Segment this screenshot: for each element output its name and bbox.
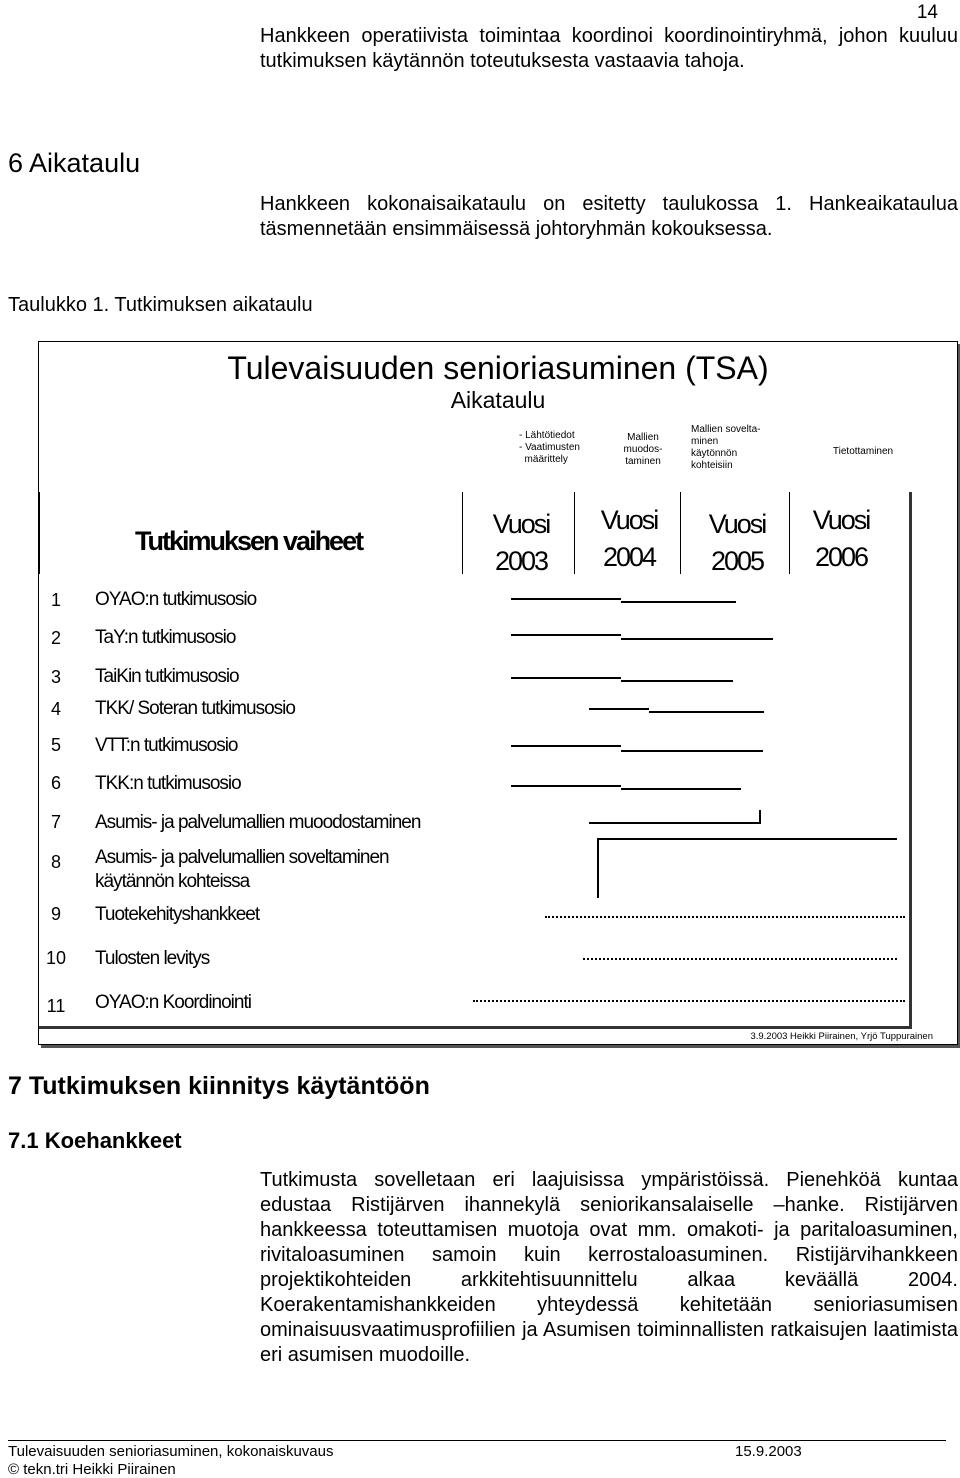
table-caption: Taulukko 1. Tutkimuksen aikataulu <box>8 294 313 316</box>
page-number: 14 <box>916 2 938 23</box>
row-number-1: 1 <box>50 590 61 610</box>
timeline-bar-1b <box>621 601 736 603</box>
timeline-dotted-11 <box>473 1000 905 1002</box>
timeline-bar-8 <box>597 838 897 840</box>
footer-author: © tekn.tri Heikki Piirainen <box>8 1461 176 1478</box>
footer-title: Tulevaisuuden senioriasuminen, kokonaiskuvaus <box>8 1443 334 1460</box>
row-number-8: 8 <box>50 852 61 872</box>
year-2005: Vuosi 2005 <box>708 509 766 576</box>
row-label-3: TaiKin tutkimusosio <box>95 666 239 687</box>
row-number-2: 2 <box>50 628 61 648</box>
figure-subtitle: Aikataulu <box>450 387 546 413</box>
legend-item-3: Mallien sovelta- minen käytönnön kohteisiin <box>691 424 761 471</box>
timeline-start-8 <box>597 840 599 898</box>
row-label-6: TKK:n tutkimusosio <box>95 773 241 794</box>
timeline-dotted-9 <box>545 916 905 918</box>
row-label-4: TKK/ Soteran tutkimusosio <box>95 698 295 719</box>
legend-item-2: Mallien muodos- taminen <box>623 432 663 467</box>
timeline-bar-5a <box>511 745 621 747</box>
timeline-bar-2b <box>621 638 773 640</box>
row-number-10: 10 <box>45 948 67 968</box>
timeline-bar-4a <box>589 708 649 710</box>
row-number-9: 9 <box>50 904 61 924</box>
row-number-5: 5 <box>50 735 61 755</box>
timeline-bar-3a <box>511 677 621 679</box>
year-2003: Vuosi 2003 <box>492 509 550 576</box>
timeline-bar-2a <box>511 634 621 636</box>
row-label-8: Asumis- ja palvelumallien soveltaminen käytännön kohteissa <box>95 847 389 892</box>
phases-header: Tutkimuksen vaiheet <box>135 526 363 556</box>
row-label-1: OYAO:n tutkimusosio <box>95 589 257 610</box>
intro-paragraph: Hankkeen operatiivista toimintaa koordinoi koordinointiryhmä, johon kuuluu tutkimuksen käytännön toteutuksesta vastaavia tahoja. <box>260 25 958 72</box>
timeline-bar-6b <box>621 788 741 790</box>
row-number-11: 11 <box>46 996 66 1016</box>
legend-item-1: - Lähtötiedot - Vaatimusten määrittely <box>519 430 580 465</box>
footer-date: 15.9.2003 <box>735 1443 802 1460</box>
schedule-figure <box>38 341 958 1045</box>
row-label-2: TaY:n tutkimusosio <box>95 627 236 648</box>
timeline-end-7 <box>759 810 761 824</box>
row-label-11: OYAO:n Koordinointi <box>95 992 251 1013</box>
row-label-5: VTT:n tutkimusosio <box>95 735 238 756</box>
section-7-1-heading: 7.1 Koehankkeet <box>8 1128 182 1153</box>
timeline-bar-7 <box>589 822 759 824</box>
timeline-bar-5b <box>621 750 763 752</box>
section-7-1-text: Tutkimusta sovelletaan eri laajuisissa ympäristöissä. Pienehköä kuntaa edustaa Ristijärven ihannekylä seniorikansalaiselle –hanke. Ristijärven hankkeessa toteuttamisen muotoja ovat mm. omakoti- ja paritaloasuminen, rivitaloasuminen samoin kuin kerrostaloasuminen. Ristijärvihankkeen projektikohteiden arkkitehtisuunnittelu alkaa keväällä 2004. Koerakentamishankkeiden yhteydessä kehitetään senioriasumisen ominaisuusvaatimusprofiilien ja Asumisen toiminnallisten ratkaisujen laatimista eri asumisen muodoille. <box>260 1169 958 1366</box>
footer-divider <box>8 1440 946 1441</box>
figure-credit: 3.9.2003 Heikki Piirainen, Yrjö Tuppurainen <box>750 1031 933 1042</box>
timeline-dotted-10 <box>583 958 897 960</box>
timeline-bar-6a <box>511 785 621 787</box>
row-number-7: 7 <box>50 812 61 832</box>
row-number-3: 3 <box>50 667 61 687</box>
row-number-4: 4 <box>50 699 61 719</box>
section-6-text: Hankkeen kokonaisaikataulu on esitetty taulukossa 1. Hankeaikataulua täsmennetään ensimmäisessä johtoryhmän kokouksessa. <box>260 193 958 240</box>
timeline-bar-4b <box>649 711 764 713</box>
row-number-6: 6 <box>50 773 61 793</box>
row-label-10: Tulosten levitys <box>95 948 210 969</box>
figure-title: Tulevaisuuden senioriasuminen (TSA) <box>227 350 769 386</box>
year-2004: Vuosi 2004 <box>600 505 658 572</box>
legend-item-4: Tietottaminen <box>832 446 894 457</box>
section-6-heading: 6 Aikataulu <box>8 148 141 178</box>
timeline-bar-3b <box>621 680 733 682</box>
section-7-heading: 7 Tutkimuksen kiinnitys käytäntöön <box>8 1072 430 1100</box>
timeline-bar-1a <box>511 598 621 600</box>
row-label-7: Asumis- ja palvelumallien muoodostaminen <box>95 812 421 833</box>
row-label-9: Tuotekehityshankkeet <box>95 904 260 925</box>
schedule-grid <box>39 492 912 1029</box>
year-2006: Vuosi 2006 <box>812 505 870 572</box>
